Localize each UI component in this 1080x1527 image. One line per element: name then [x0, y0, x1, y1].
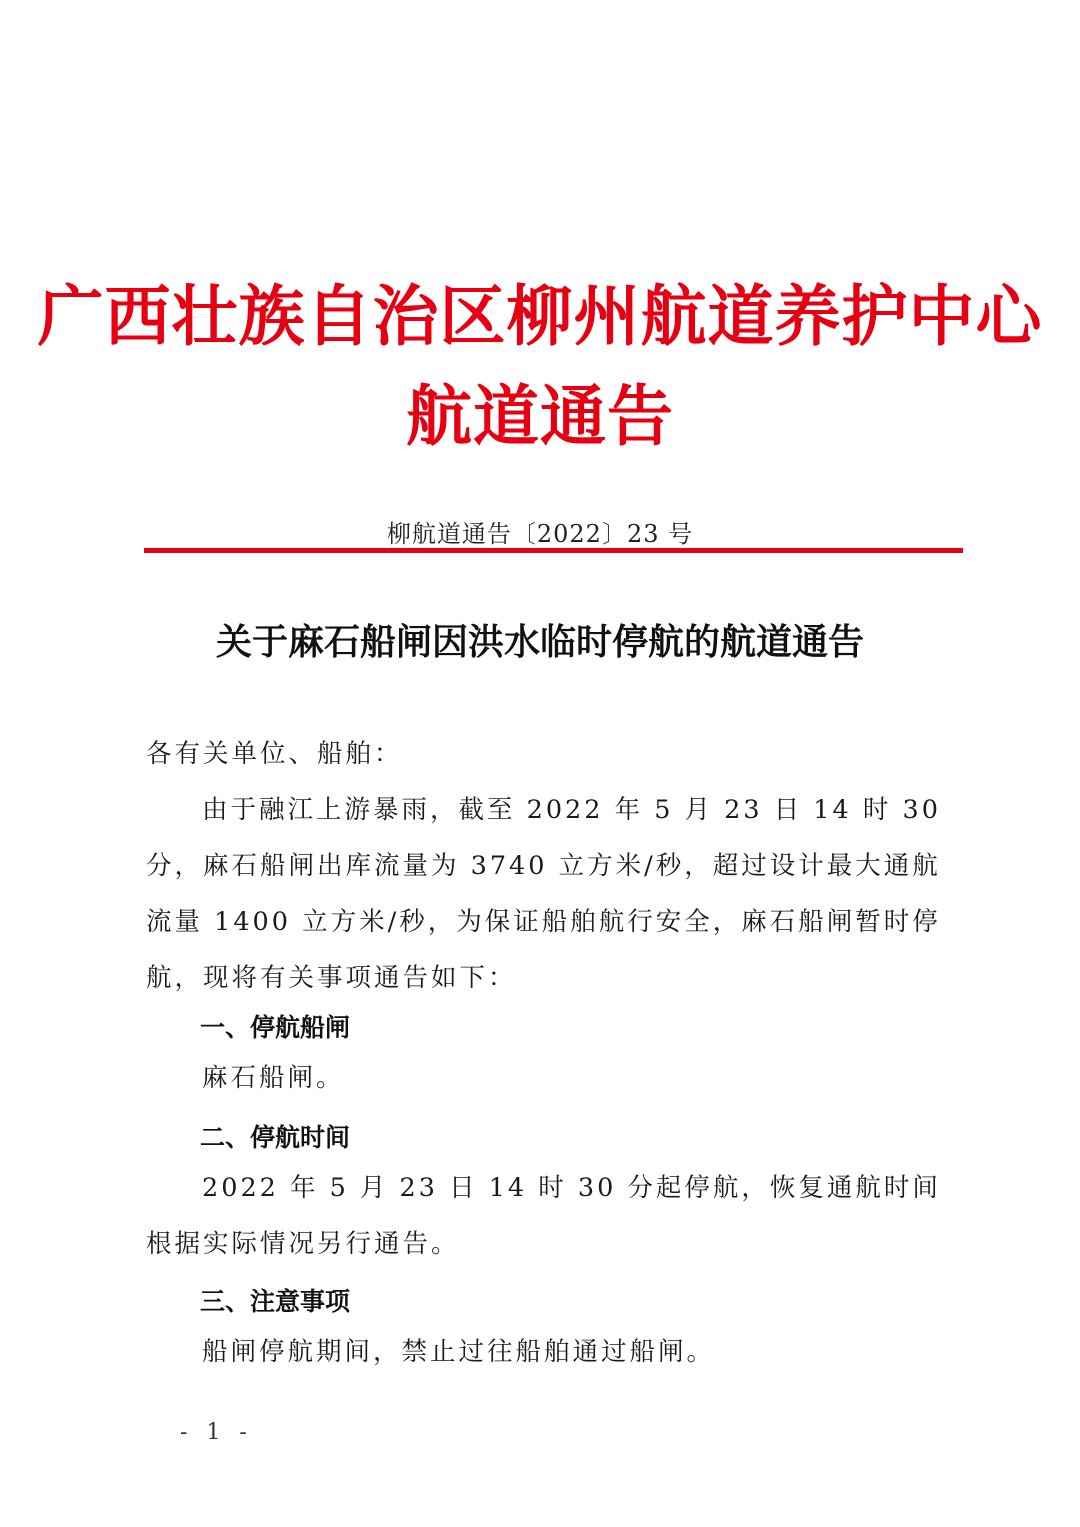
document-number: 柳航道通告〔2022〕23 号 — [386, 520, 694, 548]
section-heading-3: 三、注意事项 — [200, 1287, 351, 1316]
notice-title: 关于麻石船闸因洪水临时停航的航道通告 — [215, 621, 864, 663]
document-type-heading: 航道通告 — [406, 377, 674, 455]
issuing-organization: 广西壮族自治区柳州航道养护中心 — [37, 277, 1043, 355]
page-number: - 1 - — [180, 1420, 253, 1445]
section-heading-2: 二、停航时间 — [200, 1123, 351, 1152]
salutation: 各有关单位、船舶： — [146, 739, 403, 769]
intro-paragraph: 由于融江上游暴雨，截至 2022 年 5 月 23 日 14 时 30 分，麻石船闸出库流量为 3740 立方米/秒，超过设计最大通航流量 1400 立方米/秒，为保证船舶航行安全，麻石船闸暂时停航，现将有关事项通告如下： — [146, 795, 941, 993]
section-content-2: 2022 年 5 月 23 日 14 时 30 分起停航，恢复通航时间根据实际情况另行通告。 — [146, 1173, 941, 1259]
section-heading-1: 一、停航船闸 — [200, 1013, 351, 1042]
section-content-1: 麻石船闸。 — [202, 1063, 345, 1093]
section-content-3: 船闸停航期间，禁止过往船舶通过船闸。 — [202, 1337, 716, 1367]
red-header-divider — [144, 548, 963, 553]
